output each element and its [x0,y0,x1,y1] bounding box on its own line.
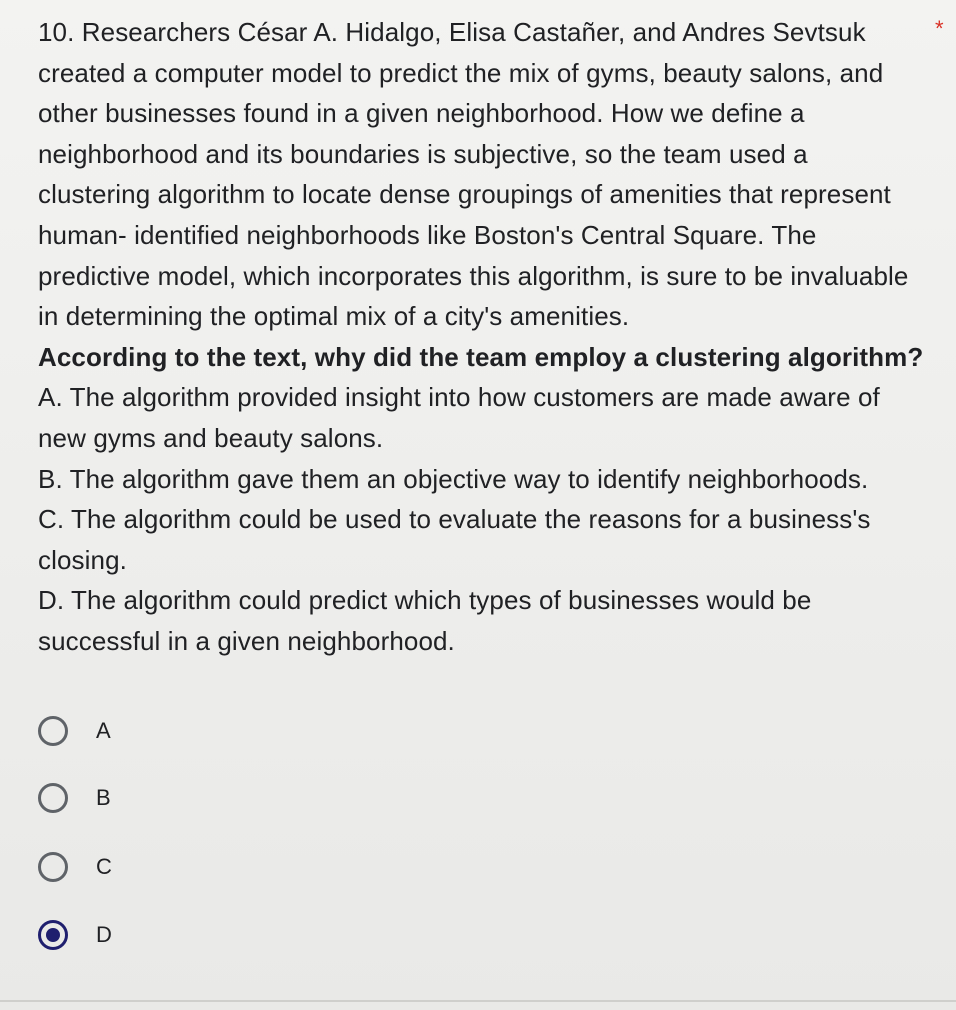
radio-b-icon[interactable] [38,783,68,813]
choice-text-c-cont: closing. [38,544,127,575]
choice-text-c: C. The algorithm could be used to evaluate the reasons for a business's [38,504,871,535]
option-a[interactable] [38,706,338,756]
passage-line: in determining the optimal mix of a city's amenities. [38,301,630,332]
passage-line: created a computer model to predict the mix of gyms, beauty salons, and [38,57,884,88]
option-b[interactable] [38,773,338,823]
option-d[interactable] [38,910,338,960]
option-b-label: B [96,785,111,810]
option-c[interactable] [38,842,338,892]
radio-a-icon[interactable] [38,716,68,746]
question-prompt: According to the text, why did the team employ a clustering algorithm? [38,341,924,372]
option-d-label: D [96,922,112,947]
choice-text-b: B. The algorithm gave them an objective way to identify neighborhoods. [38,463,869,494]
divider [0,1000,956,1002]
choice-text-a: A. The algorithm provided insight into how customers are made aware of [38,382,880,413]
choice-text-d-cont: successful in a given neighborhood. [38,625,455,656]
choice-text-a-cont: new gyms and beauty salons. [38,422,384,453]
passage-line: predictive model, which incorporates this algorithm, is sure to be invaluable [38,260,909,291]
radio-d-selected-icon[interactable] [38,920,68,950]
passage-line: human- identified neighborhoods like Boston's Central Square. The [38,219,817,250]
option-a-label: A [96,718,111,743]
passage-line: clustering algorithm to locate dense groupings of amenities that represent [38,179,891,210]
question-body [38,12,938,662]
choice-text-d: D. The algorithm could predict which types of businesses would be [38,585,812,616]
passage-line: neighborhood and its boundaries is subjective, so the team used a [38,138,808,169]
passage-line: 10. Researchers César A. Hidalgo, Elisa Castañer, and Andres Sevtsuk [38,17,866,47]
option-c-label: C [96,854,112,879]
radio-c-icon[interactable] [38,852,68,882]
required-marker: * [935,16,944,41]
passage-line: other businesses found in a given neighborhood. How we define a [38,98,805,129]
